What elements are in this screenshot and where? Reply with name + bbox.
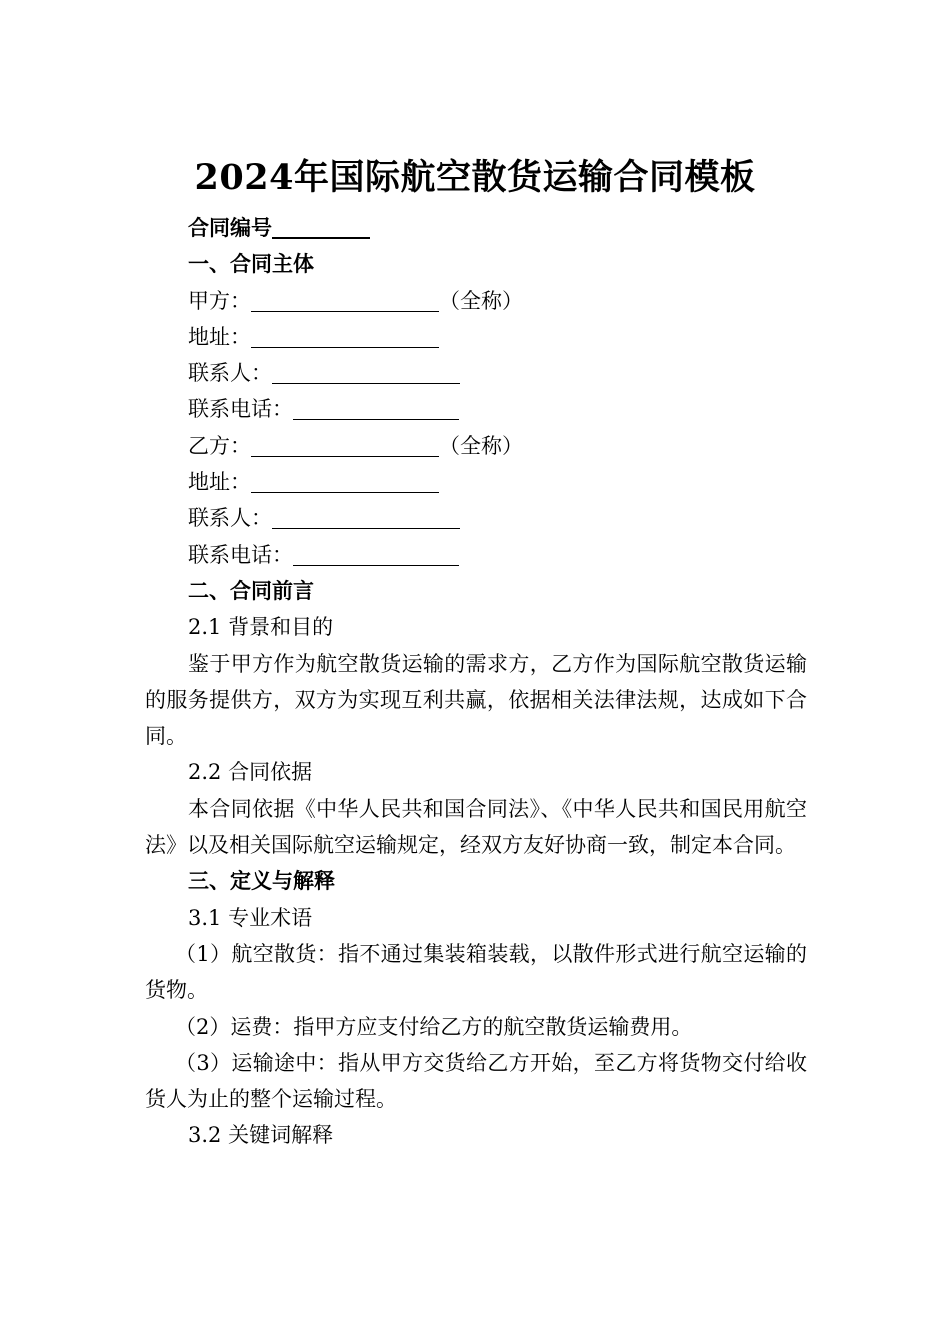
term-1: （1）航空散货：指不通过集装箱装载，以散件形式进行航空运输的货物。 <box>145 941 807 1003</box>
party-b-contact-line <box>145 500 807 536</box>
term-3: （3）运输途中：指从甲方交货给乙方开始，至乙方将货物交付给收货人为止的整个运输过程。 <box>145 1050 807 1112</box>
subsection-2-1-text: 鉴于甲方作为航空散货运输的需求方，乙方作为国际航空散货运输的服务提供方，双方为实现互利共赢，依据相关法律法规，达成如下合同。 <box>145 651 807 749</box>
phone-blank <box>293 397 459 420</box>
document-title: 2024年国际航空散货运输合同模板 <box>194 157 756 198</box>
subsection-2-1-title: 2.1 背景和目的 <box>188 615 334 640</box>
subsection-2-2-title: 2.2 合同依据 <box>188 760 313 785</box>
contract-number-label: 合同编号 <box>188 215 272 240</box>
address-blank <box>251 470 439 493</box>
party-a-address-line <box>145 319 807 355</box>
contact-blank <box>272 361 460 384</box>
party-b-suffix: （全称） <box>439 433 523 458</box>
contact-blank <box>272 506 460 529</box>
party-a-blank <box>251 289 439 312</box>
party-a-contact-line <box>145 355 807 391</box>
party-a-suffix: （全称） <box>439 288 523 313</box>
section-2-heading: 二、合同前言 <box>188 577 314 603</box>
contract-number-blank <box>272 215 370 239</box>
contact-label: 联系人： <box>188 506 272 531</box>
phone-label: 联系电话： <box>188 542 293 567</box>
subsection-3-1-title: 3.1 专业术语 <box>188 905 313 930</box>
party-b-address-line <box>145 464 807 500</box>
document-body <box>145 210 807 1154</box>
subsection-3-2-title: 3.2 关键词解释 <box>188 1123 334 1148</box>
party-a-phone-line <box>145 391 807 427</box>
phone-blank <box>293 543 459 566</box>
address-blank <box>251 325 439 348</box>
section-1-heading: 一、合同主体 <box>188 251 314 277</box>
party-a-line <box>145 283 807 319</box>
contact-label: 联系人： <box>188 361 272 386</box>
address-label: 地址： <box>188 470 251 495</box>
contract-number-line <box>145 210 807 246</box>
term-2: （2）运费：指甲方应支付给乙方的航空散货运输费用。 <box>175 1014 693 1039</box>
subsection-2-2-text: 本合同依据《中华人民共和国合同法》、《中华人民共和国民用航空法》以及相关国际航空运输规定，经双方友好协商一致，制定本合同。 <box>145 796 807 858</box>
address-label: 地址： <box>188 324 251 349</box>
phone-label: 联系电话： <box>188 397 293 422</box>
party-b-blank <box>251 434 439 457</box>
party-b-label: 乙方： <box>188 433 251 458</box>
party-b-line <box>145 428 807 464</box>
party-a-label: 甲方： <box>188 288 251 313</box>
section-3-heading: 三、定义与解释 <box>188 868 335 894</box>
party-b-phone-line <box>145 537 807 573</box>
